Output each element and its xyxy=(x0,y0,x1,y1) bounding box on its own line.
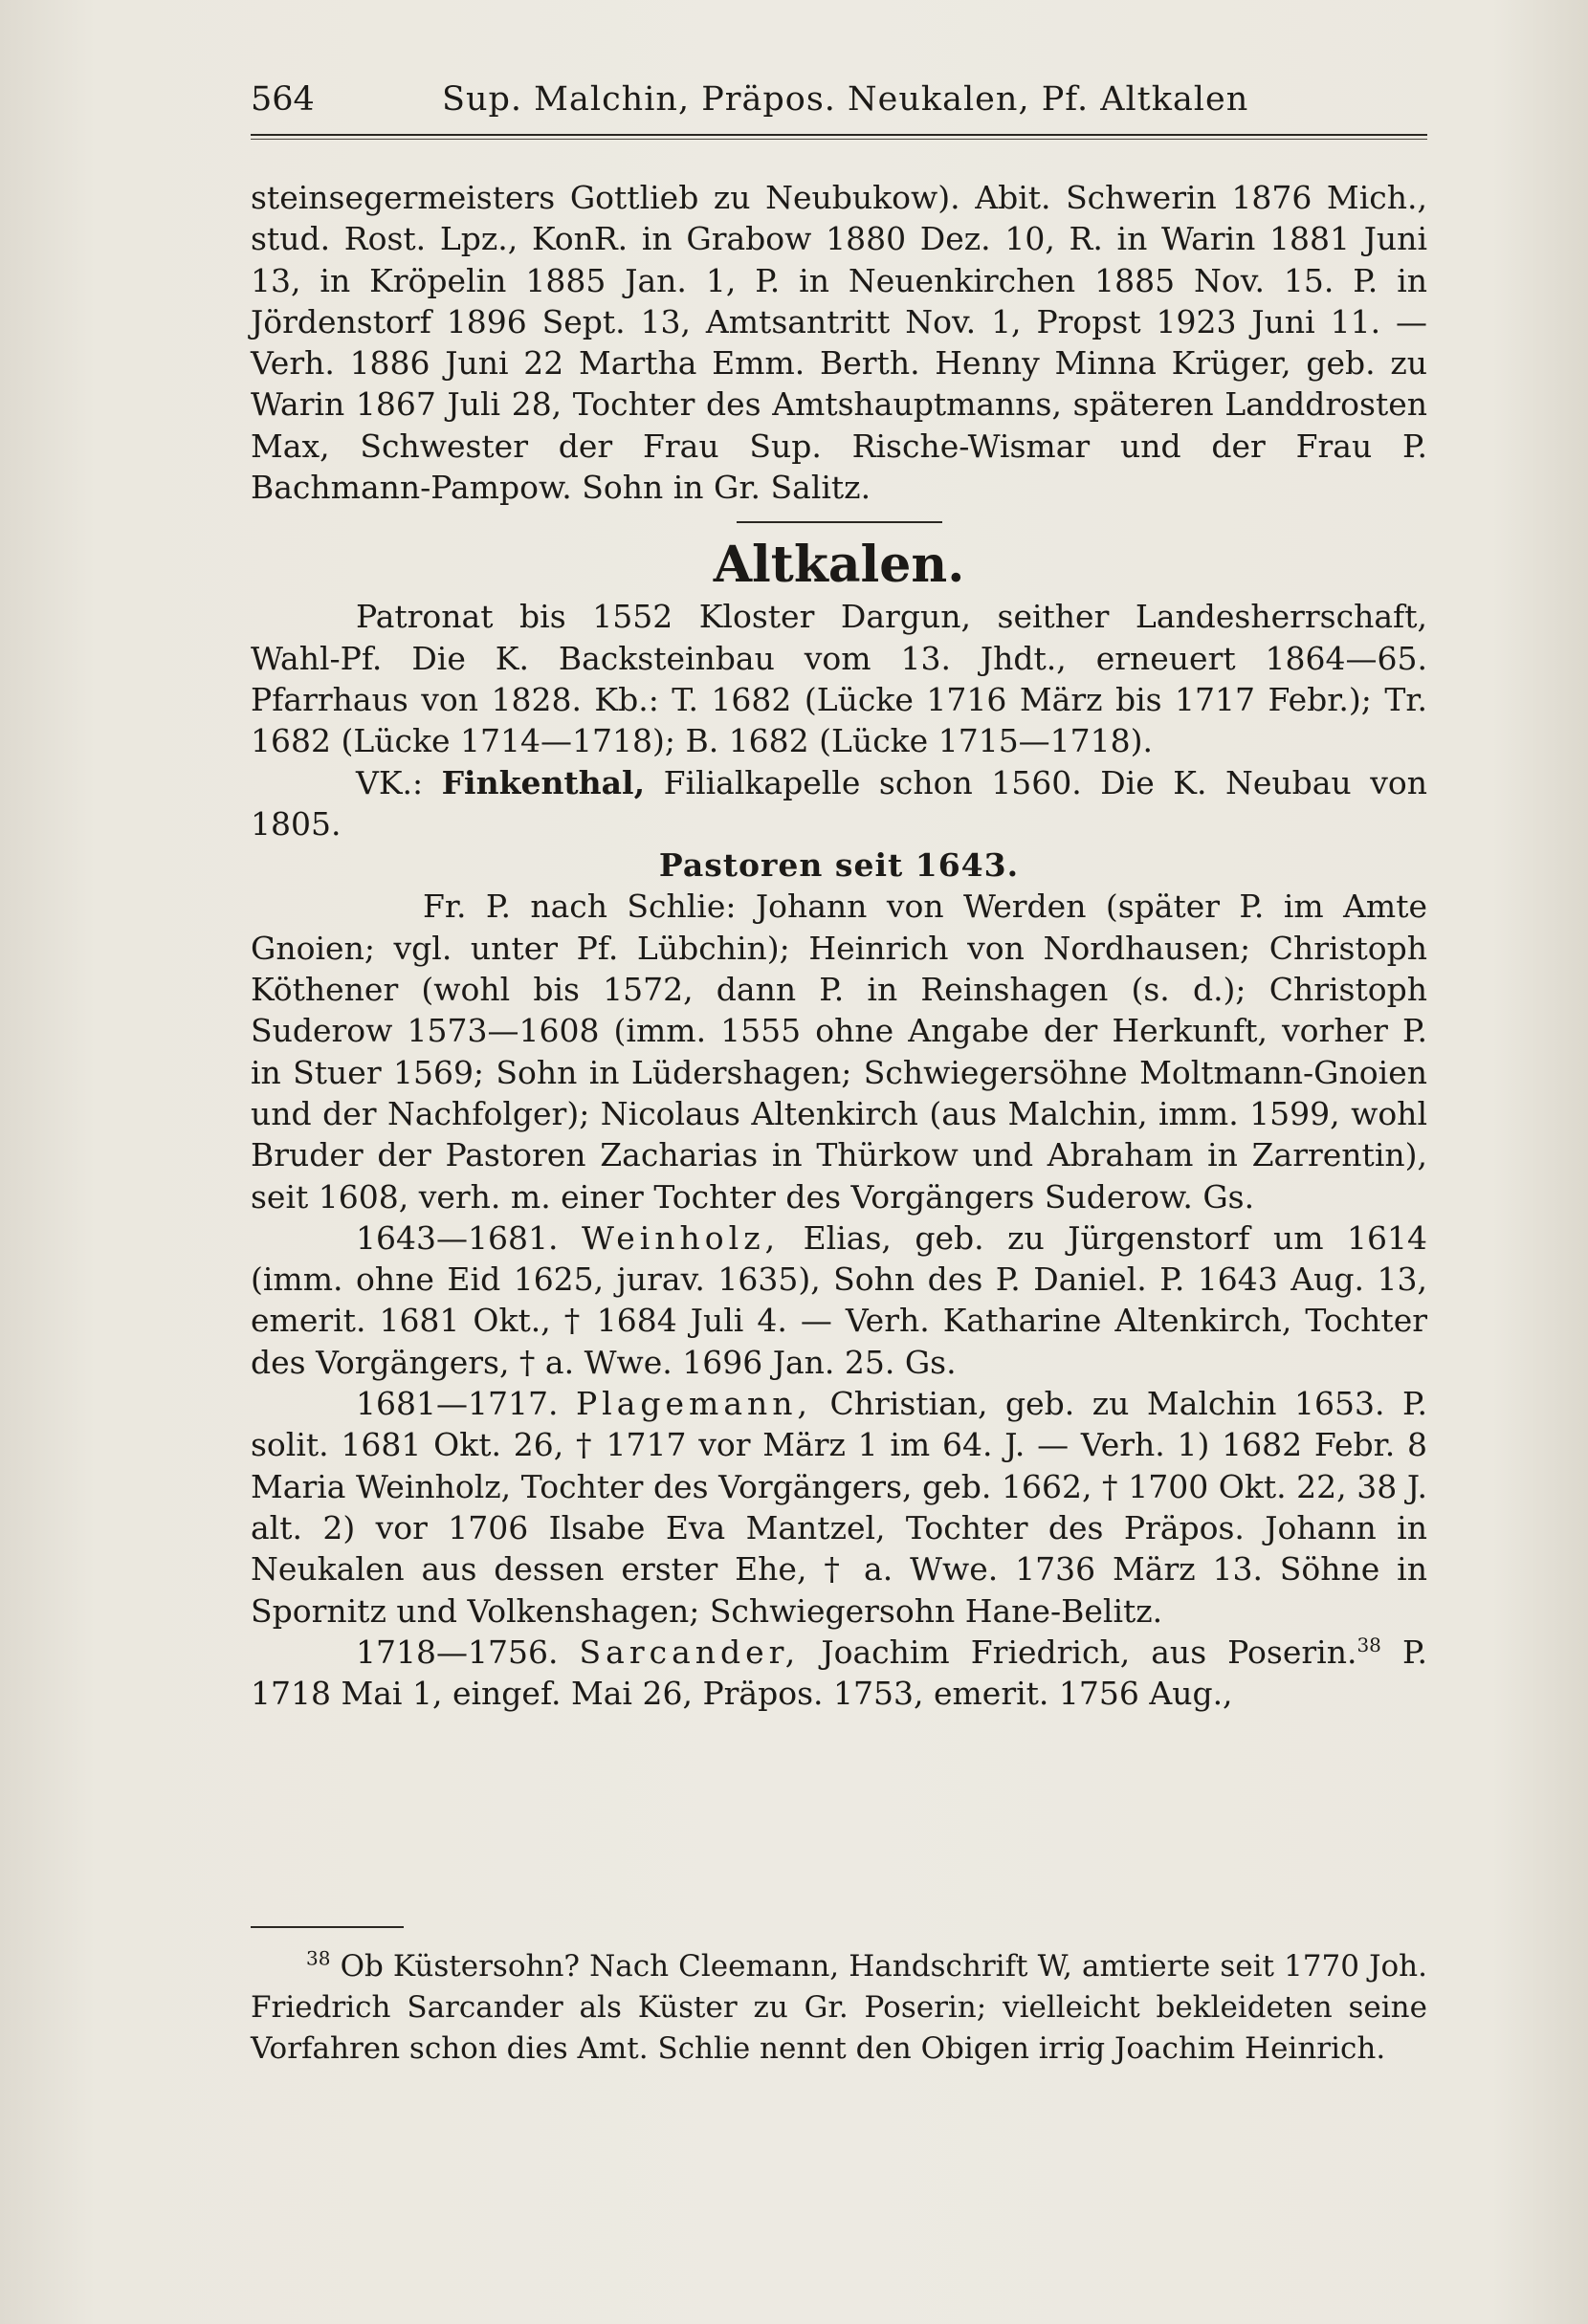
entry-text: Elias, geb. zu Jürgenstorf um 1614 (imm. ohne Eid 1625, jurav. 1635), Sohn des P. Daniel. P. 1643 Aug. 13, emerit. 1681 Okt., † 1684 Juli 4. — Verh. Katharine Altenkirch, Tochter des Vorgängers, † a. Wwe. 1696 Jan. 25. Gs. xyxy=(251,1218,1427,1381)
section-separator xyxy=(737,521,942,523)
patronat-paragraph: Patronat bis 1552 Kloster Dargun, seither Landesherrschaft, Wahl-Pf. Die K. Backsteinbau vom 13. Jhdt., erneuert 1864—65. Pfarrhaus von 1828. Kb.: T. 1682 (Lücke 1716 März bis 1717 Febr.); Tr. 1682 (Lücke 1714—1718); B. 1682 (Lücke 1715—1718). xyxy=(251,598,1427,760)
entry-name: Weinholz, xyxy=(581,1218,781,1257)
entry-name: Plagemann, xyxy=(575,1385,813,1423)
entry-sarcander xyxy=(251,1632,1427,1715)
footnote-text: Ob Küstersohn? Nach Cleemann, Handschrift W, amtierte seit 1770 Joh. Friedrich Sarcander als Küster zu Gr. Poserin; vielleicht bekleideten seine Vorfahren schon dies Amt. Schlie nennt den Obigen irrig Joachim Heinrich. xyxy=(251,1949,1427,2066)
header-rule xyxy=(251,134,1427,136)
footnote-rule xyxy=(251,1926,404,1928)
entry-text-cont: P. 1718 Mai 1, eingef. Mai 26, Präpos. 1753, emerit. 1756 Aug., xyxy=(251,1633,1427,1713)
entry-name: Sarcander, xyxy=(579,1633,801,1671)
footnote xyxy=(251,1946,1427,2070)
entry-years: 1643—1681. xyxy=(356,1218,559,1257)
entry-plagemann xyxy=(251,1383,1427,1632)
parish-title: Altkalen. xyxy=(713,536,965,595)
footnote-number: 38 xyxy=(306,1946,331,1970)
vk-place: Finkenthal, xyxy=(441,763,646,801)
running-header xyxy=(251,80,1427,128)
footnote-ref: 38 xyxy=(1356,1633,1381,1656)
entry-text: Joachim Friedrich, aus Poserin. xyxy=(821,1633,1357,1671)
page-number: 564 xyxy=(251,80,315,119)
main-text xyxy=(251,177,1427,1714)
vk-rest: Filialkapelle schon 1560. Die K. Neubau von 1805. xyxy=(251,763,1427,843)
intro-paragraph: steinsegermeisters Gottlieb zu Neubukow). Abit. Schwerin 1876 Mich., stud. Rost. Lpz., KonR. in Grabow 1880 Dez. 10, R. in Warin 1881 Juni 13, in Kröpelin 1885 Jan. 1, P. in Neuenkirchen 1885 Nov. 15. P. in Jördenstorf 1896 Sept. 13, Amtsantritt Nov. 1, Propst 1923 Juni 11. — Verh. 1886 Juni 22 Martha Emm. Berth. Henny Minna Krüger, geb. zu Warin 1867 Juli 28, Tochter des Amtshauptmanns, späteren Landdrosten Max, Schwester der Frau Sup. Rische-Wismar und der Frau P. Bachmann-Pampow. Sohn in Gr. Salitz. xyxy=(251,179,1427,507)
entry-early-pastors: Fr. P. nach Schlie: Johann von Werden (später P. im Amte Gnoien; vgl. unter Pf. Lübchin); Heinrich von Nordhausen; Christoph Köthener (wohl bis 1572, dann P. in Reinshagen (s. d.); Christoph Suderow 1573—1608 (imm. 1555 ohne Angabe der Herkunft, vorher P. in Stuer 1569; Sohn in Lüdershagen; Schwiegersöhne Moltmann-Gnoien und der Nachfolger); Nicolaus Altenkirch (aus Malchin, imm. 1599, wohl Bruder der Pastoren Zacharias in Thürkow und Abraham in Zarrentin), seit 1608, verh. m. einer Tochter des Vorgängers Suderow. Gs. xyxy=(251,888,1427,1216)
header-title: Sup. Malchin, Präpos. Neukalen, Pf. Altkalen xyxy=(442,80,1249,119)
header-rule-thin xyxy=(251,139,1427,140)
vk-paragraph xyxy=(251,762,1427,845)
entry-years: 1681—1717. xyxy=(356,1385,559,1423)
pastoren-heading: Pastoren seit 1643. xyxy=(658,846,1020,885)
entry-weinholz xyxy=(251,1217,1427,1383)
entry-text: Christian, geb. zu Malchin 1653. P. solit. 1681 Okt. 26, † 1717 vor März 1 im 64. J. — Verh. 1) 1682 Febr. 8 Maria Weinholz, Tochter des Vorgängers, geb. 1662, † 1700 Okt. 22, 38 J. alt. 2) vor 1706 Ilsabe Eva Mantzel, Tochter des Präpos. Johann in Neukalen aus dessen erster Ehe, † a. Wwe. 1736 März 13. Söhne in Spornitz und Volkenshagen; Schwiegersohn Hane-Belitz. xyxy=(251,1385,1427,1630)
vk-prefix: VK.: xyxy=(356,763,424,801)
entry-years: 1718—1756. xyxy=(356,1633,559,1671)
